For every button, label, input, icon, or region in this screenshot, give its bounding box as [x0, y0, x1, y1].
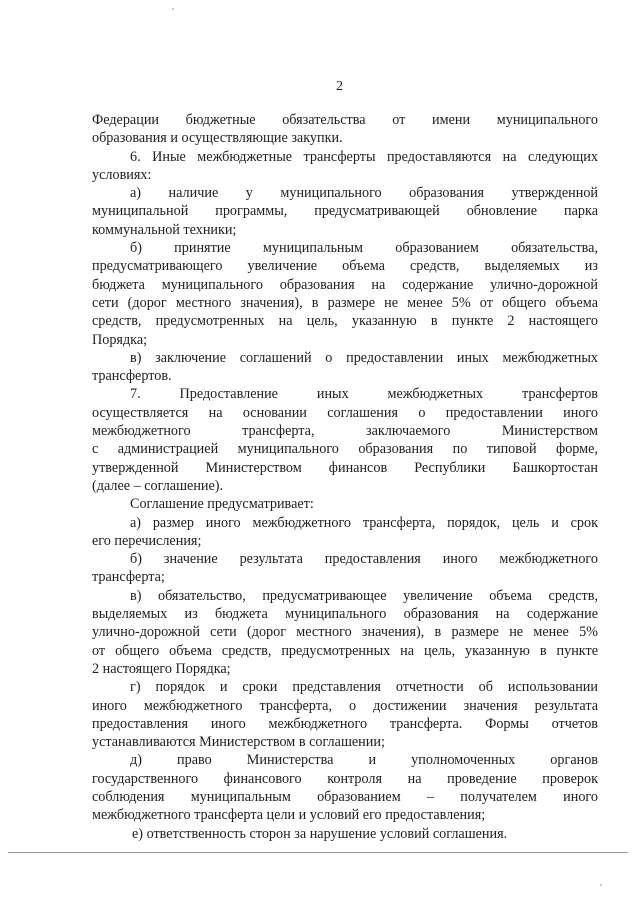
page-number: 2 — [336, 79, 343, 94]
condition-v: в) заключение соглашений о предоставлении иных межбюджетных — [130, 349, 598, 366]
scan-speck — [172, 8, 174, 10]
text-line: межбюджетного трансферта, заключаемого Министерством — [92, 423, 598, 440]
text-line: государственного финансового контроля на проведение проверок — [92, 770, 598, 787]
text-line: бюджета муниципального образования на содержание улично-дорожной — [92, 276, 598, 293]
agreement-heading: Соглашение предусматривает: — [130, 496, 314, 513]
agreement-item-e: е) ответственность сторон за нарушение условий соглашения. — [132, 825, 508, 842]
condition-b: б) принятие муниципальным образованием обязательства, — [130, 240, 598, 257]
text-line: Федерации бюджетные обязательства от имени муниципального — [92, 112, 598, 128]
condition-a: а) наличие у муниципального образования утвержденной — [130, 185, 598, 202]
agreement-item-g: г) порядок и сроки представления отчетности об использовании — [130, 679, 598, 696]
text-line: средств, предусмотренных на цель, указанную в пункте 2 настоящего — [92, 313, 598, 330]
text-line: образования и осуществляющие закупки. — [92, 130, 343, 147]
text-line: с администрацией муниципального образования по типовой форме, — [92, 441, 598, 458]
scan-edge-line — [8, 852, 628, 853]
text-line: 2 настоящего Порядка; — [92, 660, 231, 677]
agreement-item-v: в) обязательство, предусматривающее увеличение объема средств, — [130, 587, 598, 604]
text-line: предоставления иного межбюджетного трансферта. Формы отчетов — [92, 715, 598, 732]
text-line: Порядка; — [92, 331, 148, 348]
text-line: осуществляется на основании соглашения о предоставлении иного — [92, 404, 598, 421]
text-line: коммунальной техники; — [92, 221, 237, 238]
agreement-item-b: б) значение результата предоставления иного межбюджетного — [130, 551, 598, 568]
document-body — [92, 111, 598, 843]
text-line: иного межбюджетного трансферта, о достижении значения результата — [92, 697, 598, 714]
section-6-heading: 6. Иные межбюджетные трансферты предоставляются на следующих — [130, 148, 598, 165]
text-line: трансферта; — [92, 569, 165, 586]
text-line: соблюдения муниципальным образованием – получателем иного — [92, 788, 598, 805]
section-7-heading: 7. Предоставление иных межбюджетных трансфертов — [130, 386, 598, 403]
text-line: муниципальной программы, предусматривающей обновление парка — [92, 203, 598, 220]
text-line: от общего объема средств, предусмотренных на цель, указанную в пункте — [92, 642, 598, 659]
agreement-item-d: д) право Министерства и уполномоченных органов — [130, 752, 598, 769]
text-line: межбюджетного трансферта цели и условий его предоставления; — [92, 807, 486, 824]
text-line: сети (дорог местного значения), в размере не менее 5% от общего объема — [92, 294, 598, 311]
text-line: улично-дорожной сети (дорог местного значения), в размере не менее 5% — [92, 624, 598, 641]
text-line: выделяемых из бюджета муниципального образования на содержание — [92, 606, 598, 623]
text-line: (далее – соглашение). — [92, 477, 224, 494]
scan-speck — [600, 884, 602, 886]
text-line: утвержденной Министерством финансов Республики Башкортостан — [92, 459, 598, 476]
text-line: трансфертов. — [92, 368, 172, 385]
agreement-item-a: а) размер иного межбюджетного трансферта, порядок, цель и срок — [130, 514, 598, 531]
text-line: его перечисления; — [92, 532, 202, 549]
text-line: условиях: — [92, 166, 152, 183]
text-line: устанавливаются Министерством в соглашении; — [92, 734, 385, 751]
text-line: предусматривающего увеличение объема средств, выделяемых из — [92, 258, 598, 275]
